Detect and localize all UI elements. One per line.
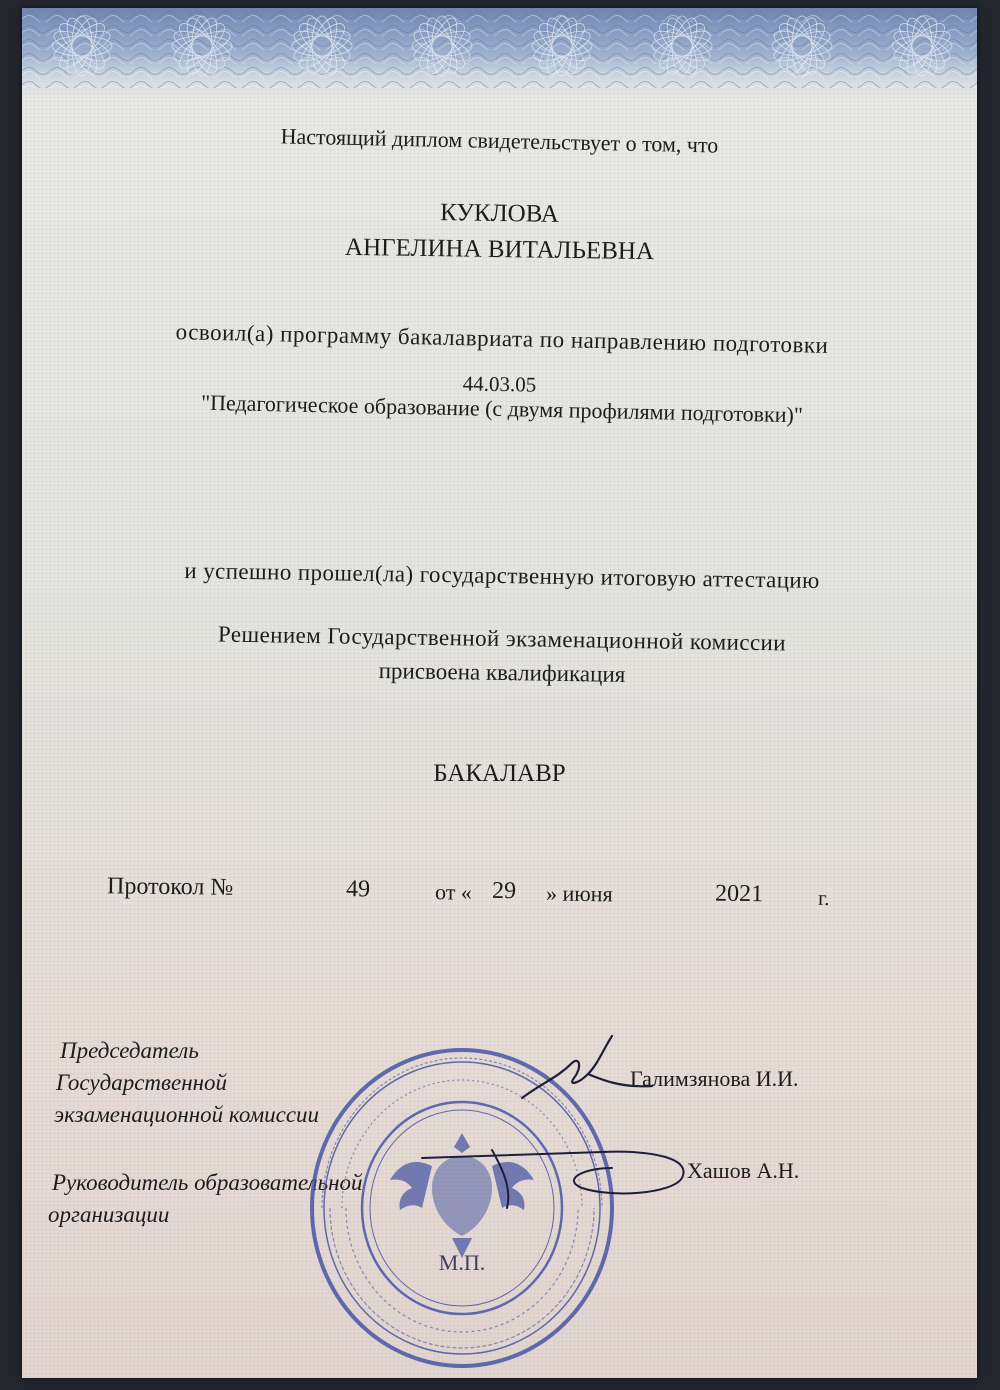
protocol-label: Протокол № xyxy=(106,873,234,901)
head-title-line1: Руководитель образовательной xyxy=(52,1170,363,1195)
decision-text-line2: присвоена квалификация xyxy=(378,658,626,687)
protocol-from: от « xyxy=(434,879,473,905)
head-signature xyxy=(412,1128,712,1218)
graduate-given-names: АНГЕЛИНА ВИТАЛЬЕВНА xyxy=(344,233,655,266)
protocol-month: » июня xyxy=(545,880,613,907)
protocol-year-suffix: г. xyxy=(817,885,830,911)
graduate-surname: КУКЛОВА xyxy=(439,199,560,228)
head-name: Хашов А.Н. xyxy=(687,1158,800,1183)
chairman-title-line1: Председатель xyxy=(60,1038,199,1063)
program-name: "Педагогическое образование (с двумя профилями подготовки)" xyxy=(200,389,804,428)
head-title-line2: организации xyxy=(48,1202,170,1227)
chairman-title-line3: экзаменационной комиссии xyxy=(54,1102,320,1127)
chairman-name: Галимзянова И.И. xyxy=(630,1066,799,1091)
chairman-signature xyxy=(502,1028,682,1118)
protocol-number: 49 xyxy=(345,876,371,903)
chairman-title-line2: Государственной xyxy=(56,1070,228,1095)
seal-mark-text: М.П. xyxy=(438,1250,486,1275)
intro-text: Настоящий диплом свидетельствует о том, что xyxy=(280,123,719,158)
qualification: БАКАЛАВР xyxy=(433,760,566,787)
decision-text-line1: Решением Государственной экзаменационной комиссии xyxy=(217,621,787,656)
diploma-sheet xyxy=(22,8,977,1378)
protocol-day: 29 xyxy=(491,877,517,905)
protocol-year: 2021 xyxy=(714,880,764,908)
program-code: 44.03.05 xyxy=(462,371,537,397)
protocol-line xyxy=(22,872,977,924)
attestation-text: и успешно прошел(ла) государственную итоговую аттестацию xyxy=(184,558,820,593)
program-statement: освоил(а) программу бакалавриата по направлению подготовки xyxy=(175,319,829,358)
